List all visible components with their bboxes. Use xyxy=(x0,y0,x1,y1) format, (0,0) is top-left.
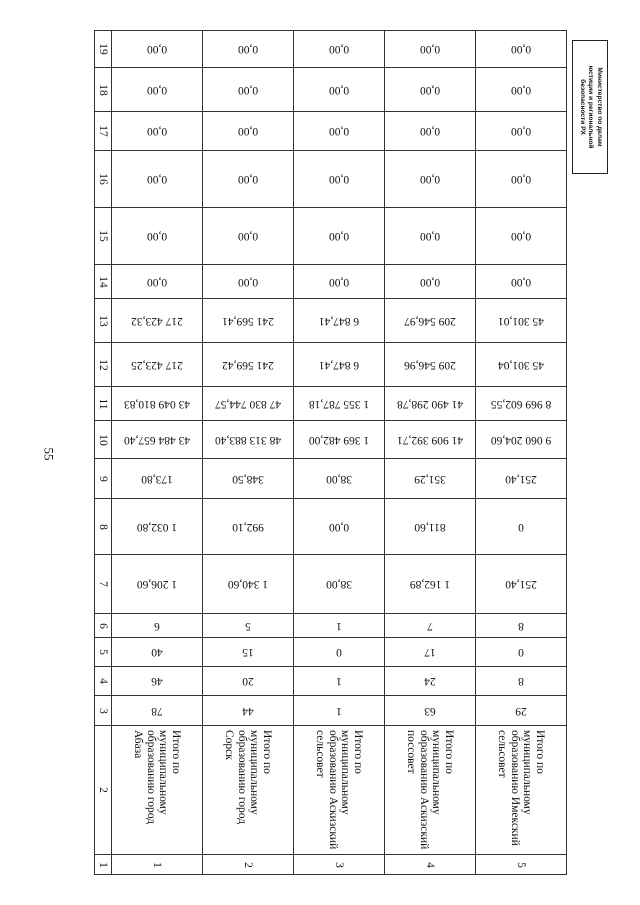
cell-value: 209 546,97 xyxy=(404,314,456,327)
data-table-container xyxy=(94,30,563,868)
value-cell xyxy=(112,387,203,421)
cell-value: 348,50 xyxy=(232,472,264,485)
value-cell xyxy=(294,68,385,112)
cell-value: 992,10 xyxy=(232,520,264,533)
value-cell xyxy=(476,499,567,555)
column-number xyxy=(95,459,112,499)
value-cell xyxy=(203,499,294,555)
value-cell xyxy=(385,343,476,387)
table-column-11 xyxy=(95,387,567,421)
cell-value: 41 490 298,78 xyxy=(396,397,464,410)
row-number-cell xyxy=(385,855,476,875)
value-cell xyxy=(203,459,294,499)
value-cell xyxy=(476,31,567,68)
column-number-label: 6 xyxy=(97,622,109,629)
value-cell xyxy=(112,151,203,208)
cell-value: 0,00 xyxy=(146,125,168,137)
cell-value: 0,00 xyxy=(419,230,441,242)
cell-value: 209 546,96 xyxy=(404,358,456,371)
column-number-label: 9 xyxy=(97,475,109,482)
cell-value: 0,00 xyxy=(510,173,532,185)
value-cell xyxy=(294,499,385,555)
value-cell xyxy=(294,667,385,696)
cell-value: 0,00 xyxy=(328,275,350,288)
value-cell xyxy=(385,614,476,638)
value-cell xyxy=(294,421,385,459)
cell-value: 63 xyxy=(424,704,436,717)
cell-value: 1 355 787,18 xyxy=(308,397,370,410)
column-number xyxy=(95,855,112,875)
value-cell xyxy=(385,499,476,555)
value-cell xyxy=(203,614,294,638)
table-column-19 xyxy=(95,31,567,68)
cell-value: 24 xyxy=(424,675,436,687)
value-cell xyxy=(112,499,203,555)
cell-value: 0,00 xyxy=(146,230,168,242)
cell-value: 40 xyxy=(151,646,163,658)
column-number-label: 8 xyxy=(97,523,109,530)
value-cell xyxy=(385,265,476,299)
value-cell xyxy=(385,208,476,265)
value-cell xyxy=(112,208,203,265)
column-number xyxy=(95,208,112,265)
cell-value: 0,00 xyxy=(237,173,259,185)
value-cell xyxy=(112,667,203,696)
value-cell xyxy=(385,696,476,726)
value-cell xyxy=(385,387,476,421)
value-cell xyxy=(294,555,385,614)
cell-value: 45 301,01 xyxy=(498,314,544,327)
table-column-5 xyxy=(95,638,567,667)
column-number xyxy=(95,265,112,299)
stamp-line: юстиции и региональной xyxy=(587,65,595,149)
cell-value: 48 313 883,40 xyxy=(214,433,282,446)
value-cell xyxy=(385,31,476,68)
row-number: 5 xyxy=(515,861,527,868)
table-column-8 xyxy=(95,499,567,555)
value-cell xyxy=(203,151,294,208)
cell-value: 47 830 744,57 xyxy=(214,397,282,410)
value-cell xyxy=(476,299,567,343)
value-cell xyxy=(112,459,203,499)
value-cell xyxy=(112,112,203,151)
value-cell xyxy=(203,265,294,299)
cell-value: 0,00 xyxy=(328,83,350,96)
value-cell xyxy=(385,667,476,696)
data-table xyxy=(94,30,567,875)
table-column-10 xyxy=(95,421,567,459)
value-cell xyxy=(476,343,567,387)
column-number xyxy=(95,499,112,555)
column-number xyxy=(95,696,112,726)
column-number xyxy=(95,555,112,614)
cell-value: 0,00 xyxy=(510,275,532,288)
column-number xyxy=(95,299,112,343)
cell-value: 7 xyxy=(427,619,433,632)
cell-value: 1 xyxy=(336,704,342,717)
value-cell xyxy=(476,638,567,667)
column-number-label: 14 xyxy=(97,275,109,288)
value-cell xyxy=(476,555,567,614)
cell-value: 241 569,41 xyxy=(222,314,274,327)
row-number: 4 xyxy=(424,861,436,868)
value-cell xyxy=(476,614,567,638)
cell-value: 0,00 xyxy=(237,230,259,242)
value-cell xyxy=(294,387,385,421)
column-number-label: 19 xyxy=(97,43,109,55)
value-cell xyxy=(476,421,567,459)
cell-value: 0,00 xyxy=(419,125,441,137)
cell-value: 0,00 xyxy=(237,275,259,288)
value-cell xyxy=(112,696,203,726)
stamp-line: безопасности РХ xyxy=(578,79,586,135)
table-column-16 xyxy=(95,151,567,208)
value-cell xyxy=(203,696,294,726)
value-cell xyxy=(294,151,385,208)
value-cell xyxy=(476,387,567,421)
cell-value: 0,00 xyxy=(328,520,350,533)
cell-value: 43 484 657,40 xyxy=(123,433,191,446)
value-cell xyxy=(294,614,385,638)
cell-value: 1 162,89 xyxy=(409,578,451,590)
ministry-stamp xyxy=(572,40,608,174)
cell-value: 8 xyxy=(518,619,524,632)
cell-value: 44 xyxy=(242,704,254,717)
value-cell xyxy=(203,112,294,151)
municipality-name: Итого по муниципальному образованию город Сорск xyxy=(223,730,273,825)
table-column-1 xyxy=(95,855,567,875)
value-cell xyxy=(385,68,476,112)
column-number xyxy=(95,638,112,667)
cell-value: 0 xyxy=(336,646,342,658)
table-column-9 xyxy=(95,459,567,499)
cell-value: 0,00 xyxy=(146,173,168,185)
table-column-12 xyxy=(95,343,567,387)
row-number-cell xyxy=(112,855,203,875)
value-cell xyxy=(476,68,567,112)
row-number: 3 xyxy=(333,861,345,868)
column-number xyxy=(95,726,112,855)
cell-value: 217 423,25 xyxy=(131,358,183,371)
value-cell xyxy=(385,299,476,343)
column-number-label: 16 xyxy=(97,173,109,185)
cell-value: 38,00 xyxy=(326,472,352,485)
row-number: 1 xyxy=(151,861,163,868)
table-column-13 xyxy=(95,299,567,343)
column-number xyxy=(95,68,112,112)
municipality-name-cell xyxy=(385,726,476,855)
cell-value: 0,00 xyxy=(328,173,350,185)
value-cell xyxy=(203,667,294,696)
municipality-name-cell xyxy=(203,726,294,855)
value-cell xyxy=(203,638,294,667)
table-column-6 xyxy=(95,614,567,638)
table-column-7 xyxy=(95,555,567,614)
municipality-name: Итого по муниципальному образованию Аскизский поссовет xyxy=(405,730,455,850)
cell-value: 1 340,60 xyxy=(227,578,269,590)
table-column-2 xyxy=(95,726,567,855)
column-number-label: 15 xyxy=(97,230,109,242)
column-number-label: 7 xyxy=(97,581,109,587)
cell-value: 0,00 xyxy=(146,83,168,96)
cell-value: 0,00 xyxy=(419,43,441,55)
value-cell xyxy=(203,31,294,68)
cell-value: 41 909 392,71 xyxy=(396,433,464,446)
cell-value: 0,00 xyxy=(237,83,259,96)
value-cell xyxy=(385,112,476,151)
column-number-label: 12 xyxy=(97,358,109,371)
cell-value: 1 369 482,00 xyxy=(308,433,370,446)
cell-value: 6 xyxy=(154,619,160,632)
cell-value: 9 060 204,60 xyxy=(490,433,552,446)
value-cell xyxy=(385,459,476,499)
column-number-label: 1 xyxy=(97,861,109,868)
row-number-cell xyxy=(476,855,567,875)
value-cell xyxy=(112,265,203,299)
value-cell xyxy=(203,387,294,421)
table-column-4 xyxy=(95,667,567,696)
value-cell xyxy=(294,459,385,499)
cell-value: 0,00 xyxy=(510,83,532,96)
column-number-label: 13 xyxy=(97,314,109,327)
municipality-name-cell xyxy=(294,726,385,855)
value-cell xyxy=(112,299,203,343)
column-number-label: 5 xyxy=(97,649,109,655)
column-number xyxy=(95,31,112,68)
cell-value: 78 xyxy=(151,704,163,717)
row-number-cell xyxy=(294,855,385,875)
value-cell xyxy=(203,421,294,459)
value-cell xyxy=(112,421,203,459)
row-number: 2 xyxy=(242,861,254,868)
cell-value: 1 xyxy=(336,675,342,687)
value-cell xyxy=(294,112,385,151)
table-column-18 xyxy=(95,68,567,112)
value-cell xyxy=(476,696,567,726)
cell-value: 251,40 xyxy=(505,472,537,485)
value-cell xyxy=(203,208,294,265)
column-number-label: 2 xyxy=(97,787,109,793)
cell-value: 17 xyxy=(424,646,436,658)
cell-value: 8 xyxy=(518,675,524,687)
value-cell xyxy=(203,68,294,112)
cell-value: 0,00 xyxy=(237,125,259,137)
value-cell xyxy=(112,31,203,68)
cell-value: 1 206,60 xyxy=(136,578,178,590)
column-number xyxy=(95,112,112,151)
table-column-14 xyxy=(95,265,567,299)
value-cell xyxy=(476,459,567,499)
cell-value: 0 xyxy=(518,520,524,533)
value-cell xyxy=(385,555,476,614)
column-number xyxy=(95,151,112,208)
value-cell xyxy=(294,638,385,667)
value-cell xyxy=(112,555,203,614)
value-cell xyxy=(294,343,385,387)
municipality-name-cell xyxy=(112,726,203,855)
value-cell xyxy=(112,343,203,387)
page-number: 55 xyxy=(41,447,57,461)
municipality-name: Итого по муниципальному образованию Аскизский сельсовет xyxy=(314,730,364,850)
stamp-text xyxy=(577,42,603,172)
column-number xyxy=(95,614,112,638)
cell-value: 0,00 xyxy=(510,125,532,137)
value-cell xyxy=(203,343,294,387)
value-cell xyxy=(385,638,476,667)
cell-value: 5 xyxy=(245,619,251,632)
value-cell xyxy=(112,638,203,667)
value-cell xyxy=(385,151,476,208)
cell-value: 15 xyxy=(242,646,254,658)
table-column-3 xyxy=(95,696,567,726)
value-cell xyxy=(294,208,385,265)
column-number xyxy=(95,343,112,387)
table-column-15 xyxy=(95,208,567,265)
value-cell xyxy=(294,696,385,726)
cell-value: 29 xyxy=(515,704,527,717)
cell-value: 351,29 xyxy=(414,472,446,485)
cell-value: 0,00 xyxy=(328,43,350,55)
value-cell xyxy=(476,208,567,265)
cell-value: 0,00 xyxy=(328,230,350,242)
cell-value: 0 xyxy=(518,646,524,658)
row-number-cell xyxy=(203,855,294,875)
municipality-name: Итого по муниципальному образованию Имекский сельсовет xyxy=(496,730,546,846)
cell-value: 251,40 xyxy=(505,578,537,590)
cell-value: 0,00 xyxy=(146,275,168,288)
cell-value: 1 xyxy=(336,619,342,632)
value-cell xyxy=(476,112,567,151)
column-number-label: 17 xyxy=(97,125,109,137)
cell-value: 20 xyxy=(242,675,254,687)
cell-value: 0,00 xyxy=(419,83,441,96)
value-cell xyxy=(112,614,203,638)
cell-value: 0,00 xyxy=(419,173,441,185)
value-cell xyxy=(294,31,385,68)
value-cell xyxy=(476,667,567,696)
cell-value: 0,00 xyxy=(146,43,168,55)
cell-value: 173,80 xyxy=(141,472,173,485)
value-cell xyxy=(294,299,385,343)
column-number-label: 11 xyxy=(97,397,109,410)
cell-value: 43 049 810,83 xyxy=(123,397,191,410)
cell-value: 241 569,42 xyxy=(222,358,274,371)
column-number xyxy=(95,387,112,421)
column-number-label: 18 xyxy=(97,83,109,96)
column-number xyxy=(95,421,112,459)
cell-value: 45 301,04 xyxy=(498,358,544,371)
cell-value: 6 847,41 xyxy=(318,358,360,371)
municipality-name: Итого по муниципальному образованию город Абаза xyxy=(132,730,182,825)
cell-value: 1 032,80 xyxy=(136,520,178,533)
cell-value: 0,00 xyxy=(510,43,532,55)
cell-value: 46 xyxy=(151,675,163,687)
column-number-label: 4 xyxy=(97,678,109,684)
cell-value: 0,00 xyxy=(510,230,532,242)
cell-value: 0,00 xyxy=(237,43,259,55)
column-number xyxy=(95,667,112,696)
value-cell xyxy=(203,555,294,614)
cell-value: 8 969 602,55 xyxy=(490,397,552,410)
value-cell xyxy=(385,421,476,459)
value-cell xyxy=(294,265,385,299)
value-cell xyxy=(476,265,567,299)
municipality-name-cell xyxy=(476,726,567,855)
value-cell xyxy=(112,68,203,112)
table-column-17 xyxy=(95,112,567,151)
cell-value: 38,00 xyxy=(326,578,352,590)
stamp-line: Министерство по делам xyxy=(595,67,603,147)
value-cell xyxy=(203,299,294,343)
cell-value: 0,00 xyxy=(419,275,441,288)
cell-value: 6 847,41 xyxy=(318,314,360,327)
cell-value: 811,60 xyxy=(414,520,446,533)
cell-value: 0,00 xyxy=(328,125,350,137)
value-cell xyxy=(476,151,567,208)
column-number-label: 10 xyxy=(97,433,109,446)
column-number-label: 3 xyxy=(97,707,109,714)
cell-value: 217 423,32 xyxy=(131,314,183,327)
